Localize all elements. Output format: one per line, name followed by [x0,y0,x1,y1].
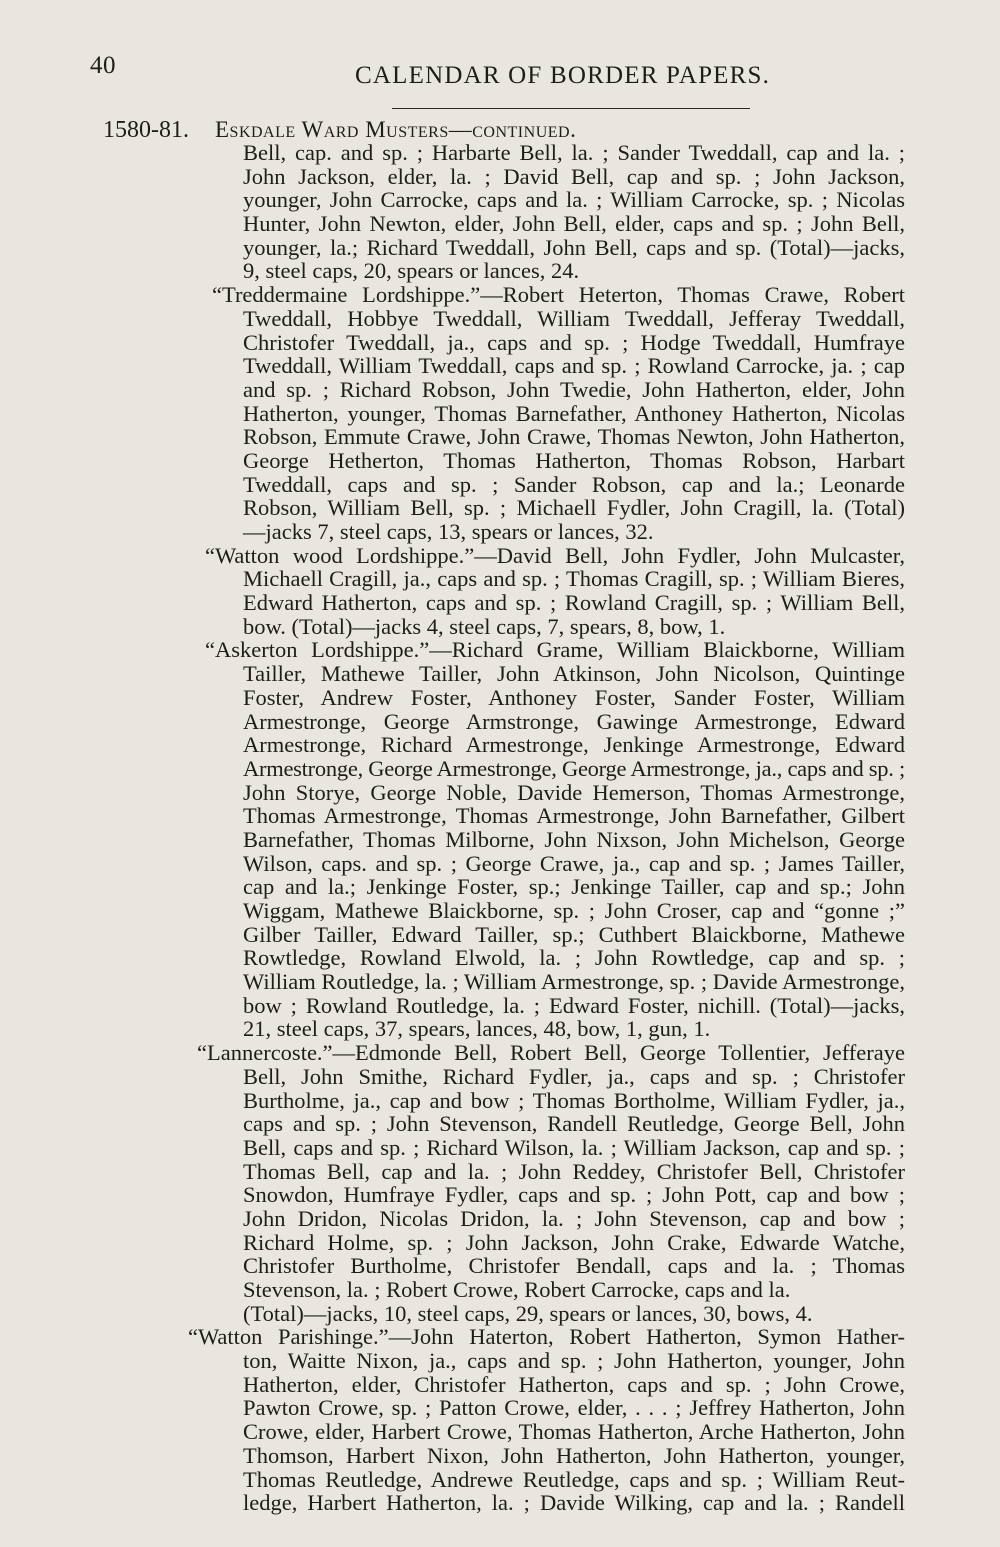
text-line-content: Tailler, Mathewe Tailler, John Atkinson, John Nicolson, Quintinge [243,661,905,687]
text-line [0,591,1000,615]
text-line [0,899,1000,923]
text-line [0,544,1000,568]
text-line [0,259,1000,283]
text-line [0,1136,1000,1160]
text-line-content: Burtholme, ja., cap and bow ; Thomas Bortholme, William Fydler, ja., [243,1087,905,1113]
text-line [0,1231,1000,1255]
text-line-content: John Dridon, Nicolas Dridon, la. ; John Stevenson, cap and bow ; [243,1205,905,1231]
text-line-content: 9, steel caps, 20, spears or lances, 24. [243,258,580,284]
text-line [0,473,1000,497]
text-line-content: Barnefather, Thomas Milborne, John Nixson, John Michelson, George [243,826,905,852]
text-line-content: Tweddall, caps and sp. ; Sander Robson, cap and la.; Leonarde [243,471,905,497]
text-line [0,425,1000,449]
text-line [0,1065,1000,1089]
text-line-content: Thomas Armestronge, Thomas Armestronge, John Barnefather, Gilbert [243,803,905,829]
section-heading: Eskdale Ward Musters—continued. [215,117,577,142]
text-line-content: —jacks 7, steel caps, 13, spears or lances, 32. [243,519,654,544]
text-line [0,449,1000,473]
text-line-content: 21, steel caps, 37, spears, lances, 48, bow, 1, gun, 1. [243,1016,711,1042]
text-line [0,1112,1000,1136]
text-line [0,1041,1000,1065]
text-line [0,828,1000,852]
text-line [0,1491,1000,1515]
text-line-content: Edward Hatherton, caps and sp. ; Rowland Cragill, sp. ; William Bell, [243,590,905,616]
text-line-content: Tweddall, Hobbye Tweddall, William Tweddall, Jefferay Tweddall, [243,305,905,331]
text-line-content: Wiggam, Mathewe Blaickborne, sp. ; John Croser, cap and “gonne ;” [243,898,905,923]
text-line [0,804,1000,828]
text-line [0,520,1000,544]
text-line-content: John Storye, George Noble, Davide Hemerson, Thomas Armestronge, [243,779,905,805]
text-line-content: Crowe, elder, Harbert Crowe, Thomas Hatherton, Arche Hatherton, John [243,1419,905,1445]
text-line-content: Hunter, John Newton, elder, John Bell, elder, caps and sp. ; John Bell, [243,211,905,237]
text-line [0,1017,1000,1041]
text-line [0,1468,1000,1492]
text-line [0,733,1000,757]
text-line [0,1302,1000,1326]
text-line [0,1325,1000,1349]
text-line-content: Armestronge, George Armestronge, George Armestronge, ja., caps and sp. ; [243,755,905,781]
text-line-content: Thomson, Harbert Nixon, John Hatherton, John Hatherton, younger, [243,1442,905,1468]
text-line [0,923,1000,947]
text-line [0,615,1000,639]
text-line-content: Bell, John Smithe, Richard Fydler, ja., caps and sp. ; Christofer [243,1063,905,1089]
text-line [0,1444,1000,1468]
text-line-content: Stevenson, la. ; Robert Crowe, Robert Carrocke, caps and la. [243,1277,791,1302]
text-line [0,1349,1000,1373]
text-line [0,236,1000,260]
text-line [0,686,1000,710]
text-line [0,402,1000,426]
text-line [0,852,1000,876]
text-line [0,1278,1000,1302]
text-line-content: bow ; Rowland Routledge, la. ; Edward Foster, nichill. (Total)—jacks, [243,992,905,1018]
text-line-content: “Treddermaine Lordshippe.”—Robert Heterton, Thomas Crawe, Robert [212,282,905,308]
text-line [0,1183,1000,1207]
text-line-content: Armestronge, George Armstronge, Gawinge Armestronge, Edward [243,708,905,734]
text-line-content: caps and sp. ; John Stevenson, Randell Reutledge, George Bell, John [243,1111,905,1137]
text-line [0,1254,1000,1278]
text-line [0,331,1000,355]
text-line [0,307,1000,331]
text-line-content: John Jackson, elder, la. ; David Bell, cap and sp. ; John Jackson, [243,163,905,189]
text-line [0,165,1000,189]
text-line [0,188,1000,212]
text-line-content: “Lannercoste.”—Edmonde Bell, Robert Bell, George Tollentier, Jefferaye [197,1040,905,1066]
text-line [0,354,1000,378]
text-line-content: Michaell Cragill, ja., caps and sp. ; Thomas Cragill, sp. ; William Bieres, [243,566,905,592]
text-line-content: Thomas Reutledge, Andrewe Reutledge, caps and sp. ; William Reut- [243,1466,905,1492]
text-line-content: younger, John Carrocke, caps and la. ; William Carrocke, sp. ; Nicolas [243,187,905,213]
text-line-content: Robson, Emmute Crawe, John Crawe, Thomas Newton, John Hatherton, [243,424,905,450]
text-line-content: Gilber Tailler, Edward Tailler, sp.; Cuthbert Blaickborne, Mathewe [243,921,905,947]
running-title: CALENDAR OF BORDER PAPERS. [355,62,771,89]
text-line [0,781,1000,805]
text-line-content: Foster, Andrew Foster, Anthoney Foster, Sander Foster, William [243,684,905,710]
text-line-content: “Watton wood Lordshippe.”—David Bell, John Fydler, John Mulcaster, [205,542,905,568]
text-line [0,946,1000,970]
text-line-content: “Watton Parishinge.”—John Haterton, Robert Hatherton, Symon Hather- [188,1324,905,1350]
text-line [0,1089,1000,1113]
text-line [0,757,1000,781]
text-line [0,283,1000,307]
text-line-content: Pawton Crowe, sp. ; Patton Crowe, elder, . . . ; Jeffrey Hatherton, John [243,1395,905,1421]
text-line [0,662,1000,686]
text-line-content: “Askerton Lordshippe.”—Richard Grame, William Blaickborne, William [205,637,905,663]
text-line-content: ton, Waitte Nixon, ja., caps and sp. ; John Hatherton, younger, John [243,1348,905,1374]
text-line-content: William Routledge, la. ; William Armestronge, sp. ; Davide Armestronge, [243,969,905,995]
text-line-content: Bell, caps and sp. ; Richard Wilson, la. ; William Jackson, cap and sp. ; [243,1134,905,1160]
text-line-content: Hatherton, younger, Thomas Barnefather, Anthoney Hatherton, Nicolas [243,400,905,426]
text-line-content: Hatherton, elder, Christofer Hatherton, caps and sp. ; John Crowe, [243,1371,905,1397]
text-line [0,378,1000,402]
text-line [0,1207,1000,1231]
text-line-content: Armestronge, Richard Armestronge, Jenkinge Armestronge, Edward [243,732,905,758]
text-line [0,710,1000,734]
text-line-content: Christofer Burtholme, Christofer Bendall, caps and la. ; Thomas [243,1253,905,1279]
text-line-content: ledge, Harbert Hatherton, la. ; Davide Wilking, cap and la. ; Randell [243,1490,905,1516]
text-line-content: Christofer Tweddall, ja., caps and sp. ; Hodge Tweddall, Humfraye [243,329,905,355]
text-line-content: George Hetherton, Thomas Hatherton, Thomas Robson, Harbart [243,447,905,473]
text-line-content: Robson, William Bell, sp. ; Michaell Fydler, John Cragill, la. (Total) [243,495,905,521]
text-line-content: Bell, cap. and sp. ; Harbarte Bell, la. ; Sander Tweddall, cap and la. ; [243,140,905,165]
header-rule [392,108,750,109]
text-line [0,1160,1000,1184]
text-line [0,1373,1000,1397]
text-line-content: younger, la.; Richard Tweddall, John Bell, caps and sp. (Total)—jacks, [243,234,905,260]
text-line-content: cap and la.; Jenkinge Foster, sp.; Jenkinge Tailler, cap and sp.; John [243,874,905,900]
section-year: 1580-81. [103,117,189,143]
text-line [0,567,1000,591]
text-line [0,994,1000,1018]
text-line-content: Thomas Bell, cap and la. ; John Reddey, Christofer Bell, Christofer [243,1158,905,1184]
text-line [0,638,1000,662]
page-number: 40 [90,52,116,79]
text-line [0,875,1000,899]
text-line-content: (Total)—jacks, 10, steel caps, 29, spears or lances, 30, bows, 4. [243,1300,813,1326]
text-line-content: Richard Holme, sp. ; John Jackson, John Crake, Edwarde Watche, [243,1229,905,1255]
text-line [0,970,1000,994]
text-line [0,141,1000,165]
text-line-content: Tweddall, William Tweddall, caps and sp. ; Rowland Carrocke, ja. ; cap [243,353,905,379]
text-line-content: Snowdon, Humfraye Fydler, caps and sp. ; John Pott, cap and bow ; [243,1182,905,1208]
body-text [0,141,1000,1515]
text-line-content: and sp. ; Richard Robson, John Twedie, John Hatherton, elder, John [243,376,905,402]
text-line [0,496,1000,520]
text-line [0,1396,1000,1420]
text-line-content: Rowtledge, Rowland Elwold, la. ; John Rowtledge, cap and sp. ; [243,945,905,971]
text-line-content: Wilson, caps. and sp. ; George Crawe, ja., cap and sp. ; James Tailler, [243,850,905,876]
text-line [0,212,1000,236]
text-line-content: bow. (Total)—jacks 4, steel caps, 7, spears, 8, bow, 1. [243,613,726,639]
text-line [0,1420,1000,1444]
